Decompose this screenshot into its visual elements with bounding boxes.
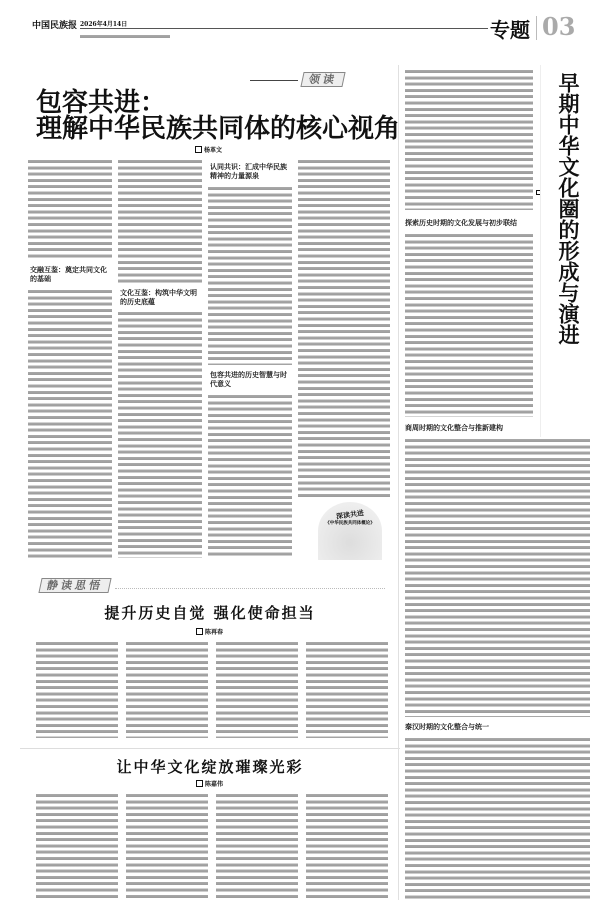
body-text [405, 68, 533, 210]
page-number: 03 [542, 12, 576, 41]
body-text [126, 640, 208, 738]
article-rule [20, 748, 400, 749]
subhead: 探索历史时期的文化发展与初步联结 [405, 218, 533, 227]
body-text [126, 792, 208, 900]
kicker-label: 领读 [300, 72, 345, 87]
byline: 杨革文 [195, 146, 222, 155]
subhead: 包容共进的历史智慧与时代意义 [210, 370, 290, 388]
byline: 陈再春 [196, 628, 223, 637]
body-text [216, 640, 298, 738]
subhead: 秦汉时期的文化整合与统一 [405, 722, 533, 731]
body-text [405, 437, 590, 717]
subhead: 交融互鉴：奠定共同文化的基础 [30, 265, 110, 283]
column-divider [540, 65, 541, 437]
subhead: 文化互鉴：构筑中华文明的历史底蕴 [120, 288, 200, 306]
section-rule [115, 588, 385, 589]
article3-headline: 让中华文化绽放璀璨光彩 [116, 758, 304, 776]
headline-line: 理解中华民族共同体的核心视角 [36, 114, 401, 144]
side-article-title: 早期中华文化圈的形成与演进 [556, 72, 580, 432]
book-seal [318, 502, 382, 560]
body-text [208, 393, 292, 558]
body-text [118, 158, 202, 283]
article1-headline [36, 90, 400, 142]
column-divider [398, 65, 399, 900]
body-text [36, 792, 118, 900]
body-text [28, 288, 112, 558]
body-text [306, 792, 388, 900]
section-label: 静读思悟 [38, 578, 111, 593]
masthead-info [80, 33, 170, 39]
issue-date: 2026年4月14日 [80, 21, 128, 28]
subhead: 认同共识：汇成中华民族精神的力量源泉 [210, 162, 290, 180]
body-text [208, 185, 292, 365]
seal-title: 深读共进 [335, 508, 365, 521]
body-text [306, 640, 388, 738]
kicker-rule [250, 80, 298, 81]
paper-logo: 中国民族报 [32, 21, 78, 31]
article2-headline: 提升历史自觉 强化使命担当 [104, 604, 316, 622]
byline: 陈嘉伟 [196, 780, 223, 789]
divider [536, 16, 537, 40]
body-text [405, 232, 533, 417]
section-title: 专题 [490, 18, 530, 42]
masthead [30, 14, 590, 44]
body-text [28, 158, 112, 258]
headline-line: 包容共进： [36, 88, 167, 118]
body-text [118, 310, 202, 558]
seal-subtitle: 《中华民族共同体概论》 [325, 521, 375, 526]
body-text [298, 158, 390, 498]
masthead-rule [80, 28, 488, 29]
body-text [36, 640, 118, 738]
subhead: 商周时期的文化整合与推新建构 [405, 423, 533, 432]
body-text [216, 792, 298, 900]
body-text [405, 736, 590, 900]
